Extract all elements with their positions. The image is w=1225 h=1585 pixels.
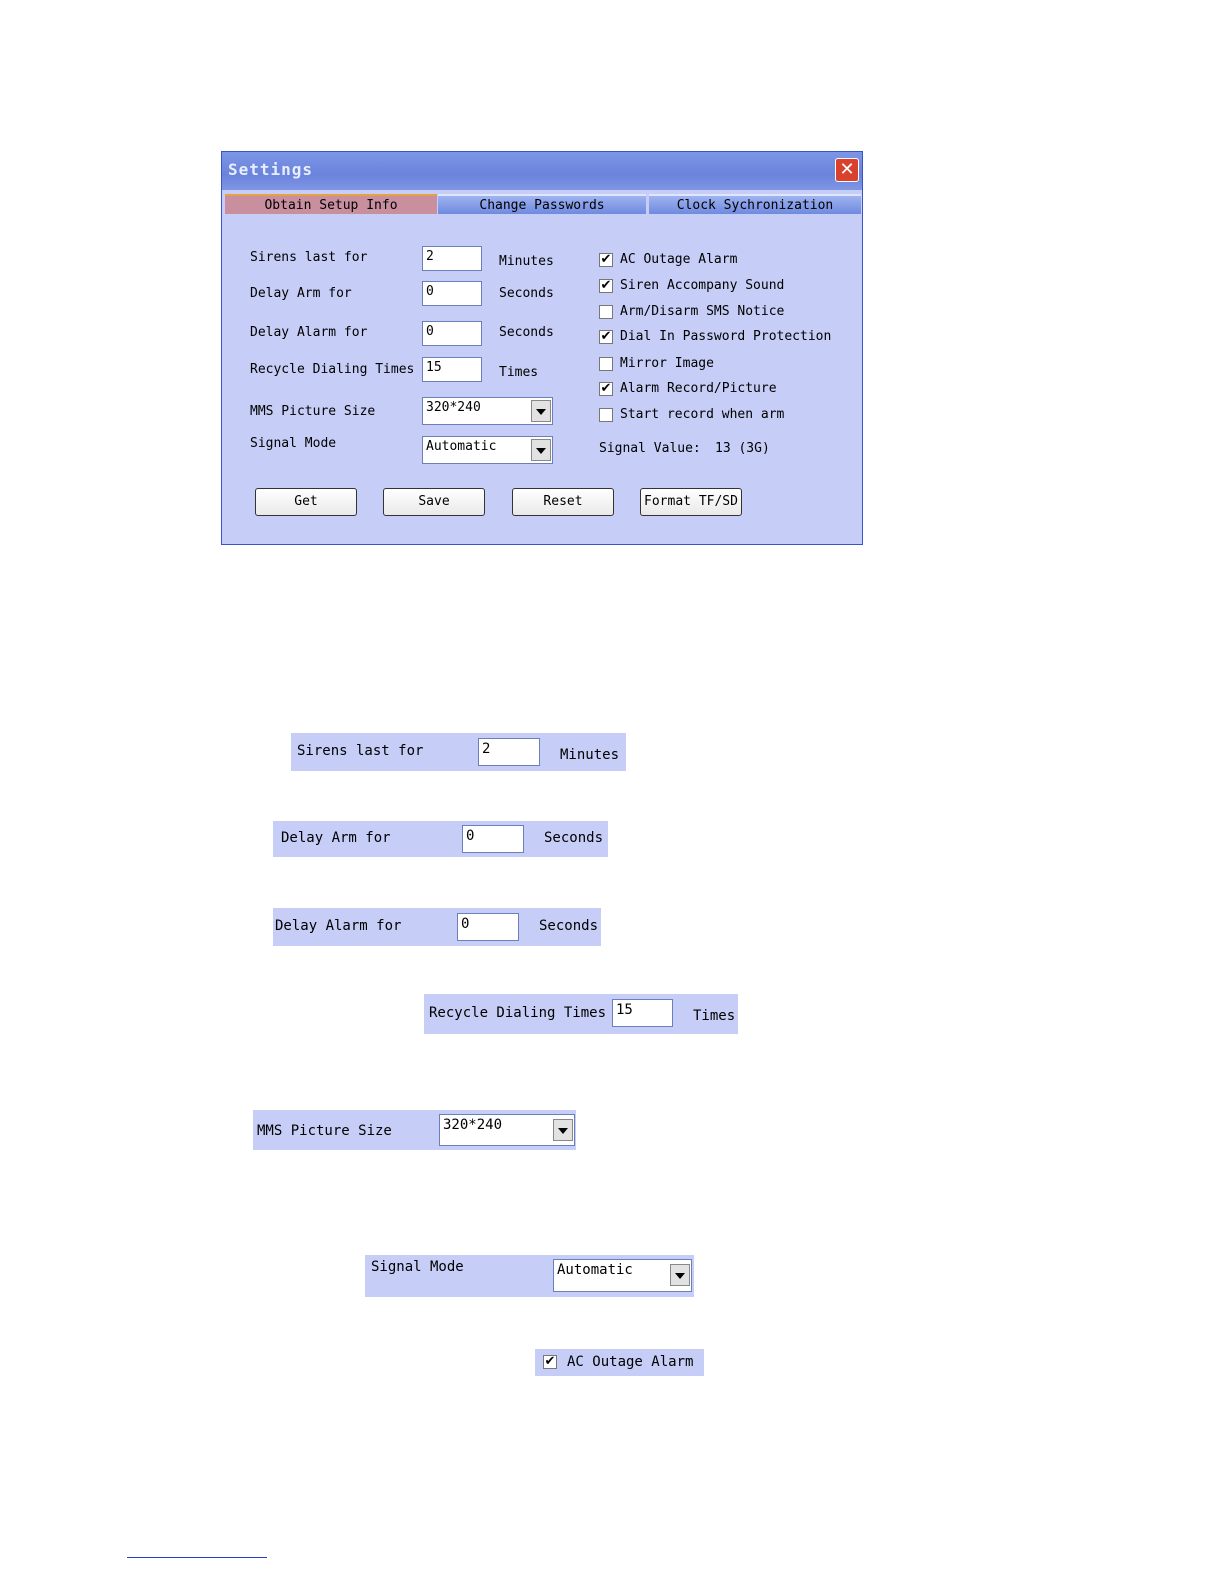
strip-signal-mode-value: Automatic — [557, 1262, 633, 1278]
settings-dialog — [221, 151, 863, 545]
option-label: AC Outage Alarm — [620, 252, 738, 267]
strip-mms — [253, 1110, 576, 1150]
option-label: Dial In Password Protection — [620, 329, 832, 344]
option-checkbox[interactable] — [599, 253, 613, 267]
checkmark-icon: ✔ — [600, 252, 612, 267]
strip-ac-outage-label: AC Outage Alarm — [567, 1354, 694, 1370]
option-checkbox[interactable] — [599, 408, 613, 422]
strip-delay-arm-input[interactable]: 0 — [462, 825, 524, 853]
recycle-label: Recycle Dialing Times — [250, 362, 415, 377]
chevron-down-icon[interactable] — [553, 1119, 573, 1141]
title-bar[interactable] — [222, 152, 862, 190]
option-label: Mirror Image — [620, 356, 714, 371]
option-checkbox[interactable] — [599, 279, 613, 293]
strip-ac-outage-checkbox[interactable] — [543, 1355, 557, 1369]
tab-clock-sychronization[interactable]: Clock Sychronization — [649, 194, 861, 214]
tab-change-passwords[interactable]: Change Passwords — [438, 194, 646, 214]
strip-delay-alarm-unit: Seconds — [539, 918, 599, 934]
tab-obtain-setup-info[interactable]: Obtain Setup Info — [225, 194, 437, 214]
delay-arm-input[interactable]: 0 — [422, 281, 482, 306]
chevron-down-icon[interactable] — [531, 439, 551, 461]
option-checkbox[interactable] — [599, 330, 613, 344]
strip-mms-label: MMS Picture Size — [257, 1123, 392, 1139]
strip-delay-arm-label: Delay Arm for — [281, 830, 391, 846]
delay-arm-label: Delay Arm for — [250, 286, 352, 301]
strip-sirens — [291, 733, 626, 771]
strip-signal-mode-label: Signal Mode — [371, 1259, 464, 1275]
checkmark-icon: ✔ — [544, 1354, 556, 1369]
get-button[interactable]: Get — [255, 488, 357, 516]
sirens-label: Sirens last for — [250, 250, 368, 265]
signal-mode-select[interactable] — [422, 436, 553, 464]
mms-picture-size-select[interactable] — [422, 397, 553, 425]
mms-select-value: 320*240 — [426, 400, 481, 415]
signal-mode-label: Signal Mode — [250, 436, 337, 451]
format-tf-sd-button[interactable]: Format TF/SD — [640, 488, 742, 516]
dialog-title: Settings — [228, 160, 314, 179]
option-checkbox[interactable] — [599, 305, 613, 319]
strip-delay-alarm-input[interactable]: 0 — [457, 913, 519, 941]
option-label: Arm/Disarm SMS Notice — [620, 304, 785, 319]
option-label: Start record when arm — [620, 407, 785, 422]
footnote-divider — [127, 1557, 267, 1558]
sirens-input[interactable]: 2 — [422, 246, 482, 271]
strip-delay-arm — [273, 821, 608, 857]
strip-mms-select[interactable] — [439, 1114, 575, 1146]
strip-sirens-unit: Minutes — [560, 747, 620, 763]
strip-signal-mode-select[interactable] — [553, 1259, 692, 1292]
strip-delay-alarm-label: Delay Alarm for — [275, 918, 402, 934]
close-icon[interactable]: ✕ — [835, 158, 859, 182]
mms-label: MMS Picture Size — [250, 404, 376, 419]
checkmark-icon: ✔ — [600, 278, 612, 293]
signal-mode-value: Automatic — [426, 439, 497, 454]
save-button[interactable]: Save — [383, 488, 485, 516]
delay-alarm-input[interactable]: 0 — [422, 321, 482, 346]
delay-arm-unit: Seconds — [499, 286, 554, 301]
option-checkbox[interactable] — [599, 357, 613, 371]
delay-alarm-unit: Seconds — [499, 325, 554, 340]
option-label: Alarm Record/Picture — [620, 381, 777, 396]
strip-recycle-label: Recycle Dialing Times — [429, 1005, 607, 1021]
option-label: Siren Accompany Sound — [620, 278, 785, 293]
strip-signal-mode — [365, 1255, 694, 1297]
sirens-unit: Minutes — [499, 254, 554, 269]
strip-recycle — [424, 994, 738, 1034]
chevron-down-icon[interactable] — [531, 400, 551, 422]
reset-button[interactable]: Reset — [512, 488, 614, 516]
delay-alarm-label: Delay Alarm for — [250, 325, 368, 340]
strip-sirens-input[interactable]: 2 — [478, 738, 540, 766]
strip-mms-value: 320*240 — [443, 1117, 503, 1133]
option-checkbox[interactable] — [599, 382, 613, 396]
checkmark-icon: ✔ — [600, 381, 612, 396]
signal-value-label: Signal Value: — [599, 441, 701, 456]
strip-delay-arm-unit: Seconds — [544, 830, 604, 846]
signal-value: 13 (3G) — [715, 441, 770, 456]
strip-recycle-unit: Times — [693, 1008, 736, 1024]
strip-ac-outage — [535, 1349, 704, 1376]
chevron-down-icon[interactable] — [670, 1264, 690, 1286]
strip-sirens-label: Sirens last for — [297, 743, 424, 759]
strip-delay-alarm — [273, 908, 601, 946]
strip-recycle-input[interactable]: 15 — [612, 999, 673, 1027]
checkmark-icon: ✔ — [600, 329, 612, 344]
recycle-input[interactable]: 15 — [422, 357, 482, 382]
recycle-unit: Times — [499, 365, 539, 380]
